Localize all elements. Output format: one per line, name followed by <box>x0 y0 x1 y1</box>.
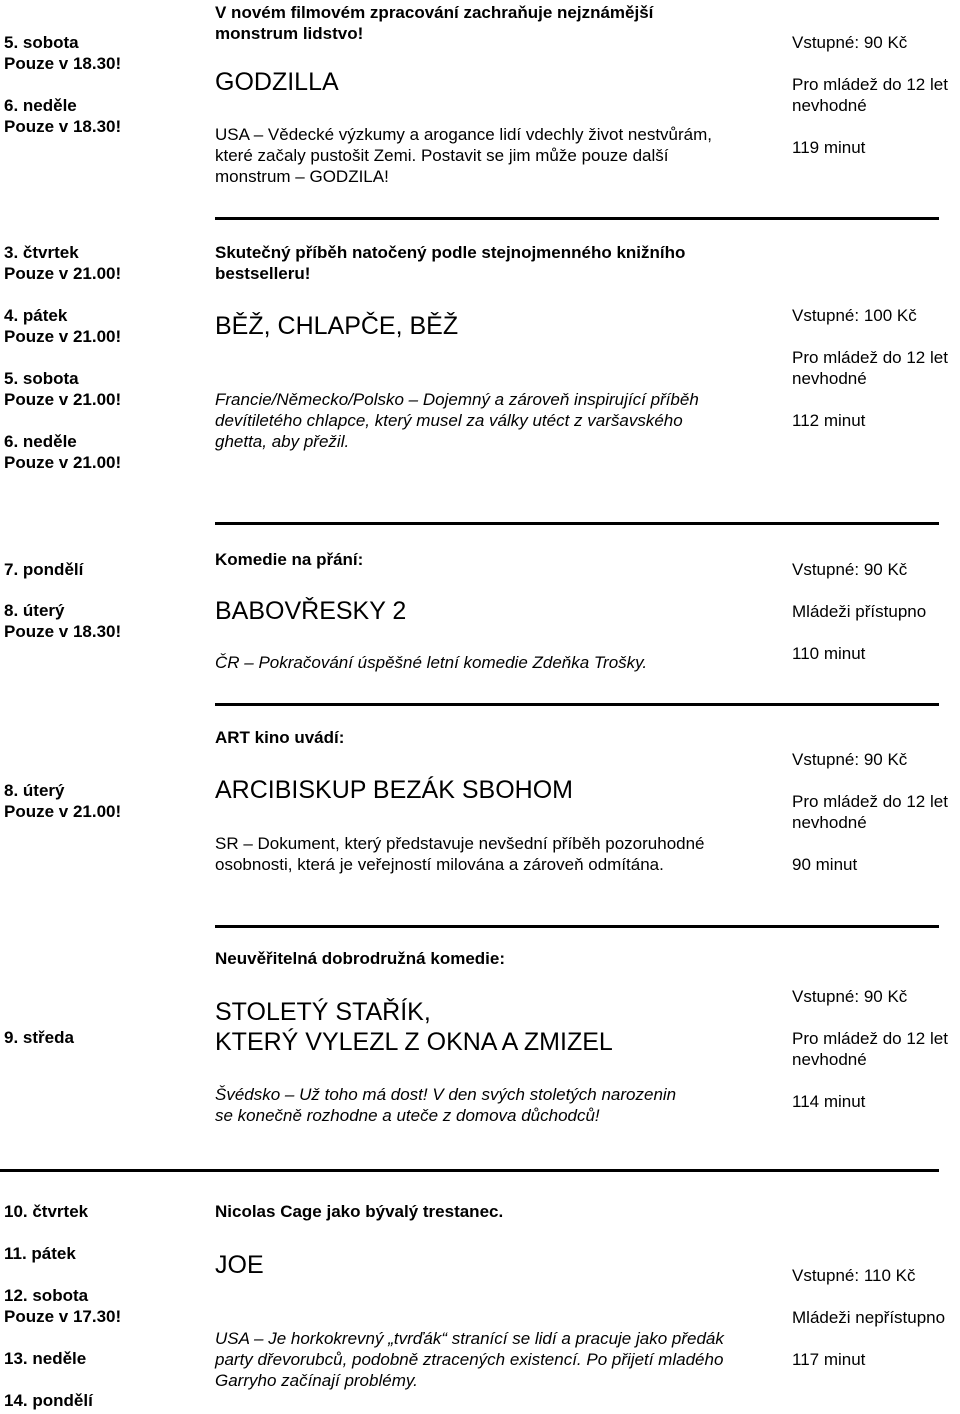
event-title: STOLETÝ STAŘÍK, <box>215 998 431 1026</box>
section-divider <box>215 925 939 928</box>
event-title: ARCIBISKUP BEZÁK SBOHOM <box>215 776 573 804</box>
event-title: JOE <box>215 1251 264 1279</box>
event-intro: V novém filmovém zpracování zachraňuje nejznámější <box>215 3 654 22</box>
event-description: SR – Dokument, který představuje nevšední příběh pozoruhodné <box>215 834 705 853</box>
event-date: 5. sobota <box>4 369 79 388</box>
event-description: USA – Vědecké výzkumy a arogance lidí vdechly život nestvůrám, <box>215 125 713 144</box>
section-divider <box>215 217 939 220</box>
event-date: 6. neděle <box>4 96 77 115</box>
event-duration: 117 minut <box>792 1350 866 1369</box>
event-duration: 90 minut <box>792 855 858 874</box>
event-intro: Komedie na přání: <box>215 550 364 569</box>
event-description: monstrum – GODZILA! <box>215 167 389 186</box>
event-description: osobnosti, která je veřejností milována a zároveň odmítána. <box>215 855 664 874</box>
event-duration: 110 minut <box>792 644 866 663</box>
event-title: BĚŽ, CHLAPČE, BĚŽ <box>215 312 459 340</box>
event-date: 7. pondělí <box>4 560 84 579</box>
event-rating: Pro mládež do 12 let <box>792 792 948 811</box>
event-time: Pouze v 21.00! <box>4 264 122 283</box>
event-intro: Neuvěřitelná dobrodružná komedie: <box>215 949 505 968</box>
event-date: 8. úterý <box>4 601 65 620</box>
event-intro: bestselleru! <box>215 264 311 283</box>
event-time: Pouze v 18.30! <box>4 117 122 136</box>
section-divider <box>0 1169 939 1172</box>
event-date: 5. sobota <box>4 33 79 52</box>
event-rating: Pro mládež do 12 let <box>792 75 948 94</box>
event-admission: Vstupné: 90 Kč <box>792 750 908 769</box>
event-date: 6. neděle <box>4 432 77 451</box>
event-duration: 112 minut <box>792 411 866 430</box>
event-time: Pouze v 18.30! <box>4 54 122 73</box>
event-title: GODZILLA <box>215 68 339 96</box>
event-date: 14. pondělí <box>4 1391 93 1410</box>
event-duration: 119 minut <box>792 138 866 157</box>
event-title: BABOVŘESKY 2 <box>215 597 407 625</box>
event-time: Pouze v 21.00! <box>4 453 122 472</box>
event-rating: nevhodné <box>792 96 867 115</box>
event-title: KTERÝ VYLEZL Z OKNA A ZMIZEL <box>215 1028 613 1056</box>
event-time: Pouze v 21.00! <box>4 390 122 409</box>
event-date: 4. pátek <box>4 306 68 325</box>
section-divider <box>215 522 939 525</box>
event-time: Pouze v 21.00! <box>4 802 122 821</box>
event-description: ghetta, aby přežil. <box>215 432 350 451</box>
event-rating: Mládeži nepřístupno <box>792 1308 946 1327</box>
event-rating: Pro mládež do 12 let <box>792 1029 948 1048</box>
event-description: devítiletého chlapce, který musel za války utéct z varšavského <box>215 411 683 430</box>
event-time: Pouze v 21.00! <box>4 327 122 346</box>
event-time: Pouze v 17.30! <box>4 1307 122 1326</box>
event-description: Garryho začínají problémy. <box>215 1371 418 1390</box>
section-divider <box>215 703 939 706</box>
event-admission: Vstupné: 110 Kč <box>792 1266 916 1285</box>
event-description: ČR – Pokračování úspěšné letní komedie Zdeňka Trošky. <box>215 653 648 672</box>
event-description: Francie/Německo/Polsko – Dojemný a zároveň inspirující příběh <box>215 390 699 409</box>
event-rating: nevhodné <box>792 369 867 388</box>
event-description: party dřevorubců, podobně ztracených existencí. Po přijetí mladého <box>215 1350 724 1369</box>
event-admission: Vstupné: 90 Kč <box>792 33 908 52</box>
event-intro: monstrum lidstvo! <box>215 24 364 43</box>
event-admission: Vstupné: 100 Kč <box>792 306 917 325</box>
event-time: Pouze v 18.30! <box>4 622 122 641</box>
event-admission: Vstupné: 90 Kč <box>792 560 908 579</box>
event-rating: Pro mládež do 12 let <box>792 348 948 367</box>
event-description: USA – Je horkokrevný „tvrďák“ stranící se lidí a pracuje jako předák <box>215 1329 724 1348</box>
event-admission: Vstupné: 90 Kč <box>792 987 908 1006</box>
event-date: 3. čtvrtek <box>4 243 79 262</box>
event-duration: 114 minut <box>792 1092 866 1111</box>
event-intro: ART kino uvádí: <box>215 728 345 747</box>
event-description: se konečně rozhodne a uteče z domova důchodců! <box>215 1106 600 1125</box>
event-rating: nevhodné <box>792 813 867 832</box>
event-date: 11. pátek <box>4 1244 76 1263</box>
event-date: 12. sobota <box>4 1286 89 1305</box>
event-intro: Nicolas Cage jako bývalý trestanec. <box>215 1202 504 1221</box>
event-description: které začaly pustošit Zemi. Postavit se jim může pouze další <box>215 146 669 165</box>
event-date: 10. čtvrtek <box>4 1202 89 1221</box>
event-date: 9. středa <box>4 1028 74 1047</box>
event-date: 8. úterý <box>4 781 65 800</box>
event-rating: Mládeži přístupno <box>792 602 927 621</box>
event-date: 13. neděle <box>4 1349 87 1368</box>
event-intro: Skutečný příběh natočený podle stejnojmenného knižního <box>215 243 686 262</box>
event-description: Švédsko – Už toho má dost! V den svých stoletých narozenin <box>215 1085 677 1104</box>
event-rating: nevhodné <box>792 1050 867 1069</box>
